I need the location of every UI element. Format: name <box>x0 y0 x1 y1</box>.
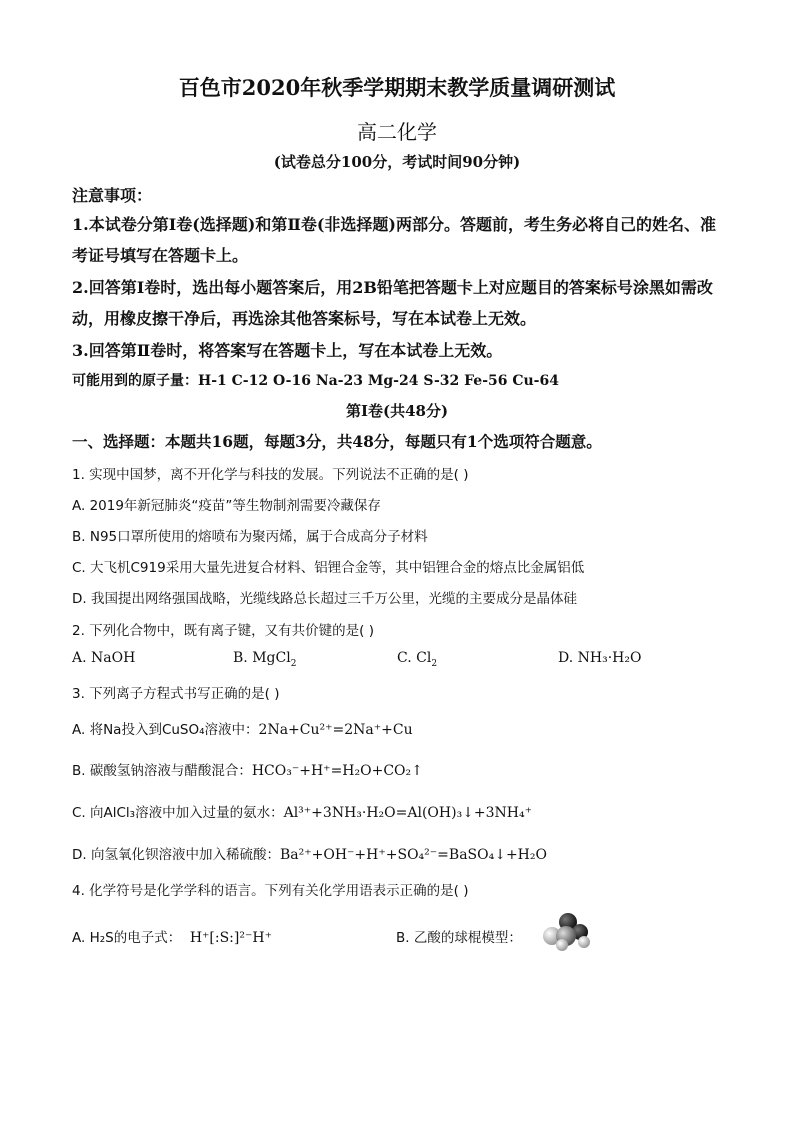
q3-option-b-equation: HCO₃⁻+H⁺=H₂O+CO₂↑ <box>251 763 423 779</box>
exam-title: 百色市2020年秋季学期期末教学质量调研测试 <box>178 75 616 100</box>
notice-p1a: 1.本试卷分第Ⅰ卷(选择题)和第Ⅱ卷(非选择题)两部分。答题前，考生务必将自己的姓名、准 <box>72 215 716 234</box>
q4-option-a: A. H₂S的电子式： H⁺[:S:]²⁻H⁺ <box>72 930 272 946</box>
notice-p2b: 动，用橡皮擦干净后，再选涂其他答案标号，写在本试卷上无效。 <box>72 309 537 328</box>
q2-stem: 2. 下列化合物中，既有离子键，又有共价键的是( ) <box>72 623 374 639</box>
atomic-masses: 可能用到的原子量：H-1 C-12 O-16 Na-23 Mg-24 S-32 Fe-56 Cu-64 <box>72 373 559 389</box>
q3-option-a-equation: 2Na+Cu²⁺=2Na⁺+Cu <box>258 722 413 738</box>
notice-p1b: 考证号填写在答题卡上。 <box>72 246 249 265</box>
notice-heading: 注意事项： <box>72 186 153 205</box>
q4-option-b: B. 乙酸的球棍模型： <box>396 930 522 946</box>
q2-option-b: B. MgCl$_2$ <box>233 650 297 669</box>
q1-stem: 1. 实现中国梦，离不开化学与科技的发展。下列说法不正确的是( ) <box>72 467 469 483</box>
notice-p2a: 2.回答第Ⅰ卷时，选出每小题答案后，用2B铅笔把答题卡上对应题目的答案标号涂黑如需改 <box>72 278 713 297</box>
section-title: 第Ⅰ卷(共48分) <box>345 402 449 420</box>
q3-option-d-equation: Ba²⁺+OH⁻+H⁺+SO₄²⁻=BaSO₄↓+H₂O <box>279 847 547 863</box>
q3-option-c-equation: Al³⁺+3NH₃·H₂O=Al(OH)₃↓+3NH₄⁺ <box>283 805 533 821</box>
notice-p3: 3.回答第Ⅱ卷时，将答案写在答题卡上，写在本试卷上无效。 <box>72 341 503 360</box>
subject-title: 高二化学 <box>357 120 437 144</box>
q3-option-c: C. 向AlCl₃溶液中加入过量的氨水：Al³⁺+3NH₃·H₂O=Al(OH)₃↓+3NH₄⁺ <box>72 805 533 821</box>
q1-option-c: C. 大飞机C919采用大量先进复合材料、铝锂合金等，其中铝锂合金的熔点比金属铝低 <box>72 560 585 576</box>
q2-option-c: C. $Cl_2$ <box>397 650 438 669</box>
exam-note: (试卷总分100分，考试时间90分钟) <box>273 153 521 171</box>
q3-stem: 3. 下列离子方程式书写正确的是( ) <box>72 686 280 702</box>
q1-option-a: A. 2019年新冠肺炎“疫苗”等生物制剂需要冷藏保存 <box>72 498 381 514</box>
h2s-electron-formula: H⁺[:S:]²⁻H⁺ <box>189 930 272 946</box>
q3-option-d: D. 向氢氧化钡溶液中加入稀硫酸：Ba²⁺+OH⁻+H⁺+SO₄²⁻=BaSO₄↓+H₂O <box>72 847 547 863</box>
section-instructions: 一、选择题：本题共16题，每题3分，共48分，每题只有1个选项符合题意。 <box>72 432 602 451</box>
q1-option-d: D. 我国提出网络强国战略，光缆线路总长超过三千万公里，光缆的主要成分是晶体硅 <box>72 591 577 607</box>
acetic-acid-ball-model-icon <box>540 912 592 952</box>
q3-option-a: A. 将Na投入到CuSO₄溶液中：2Na+Cu²⁺=2Na⁺+Cu <box>72 722 413 738</box>
q2-option-d: D. NH₃·H₂O <box>558 650 642 666</box>
q1-option-b: B. N95口罩所使用的熔喷布为聚丙烯，属于合成高分子材料 <box>72 529 428 545</box>
q3-option-b: B. 碳酸氢钠溶液与醋酸混合：HCO₃⁻+H⁺=H₂O+CO₂↑ <box>72 763 423 779</box>
q2-option-a: A. NaOH <box>72 650 136 666</box>
q4-stem: 4. 化学符号是化学学科的语言。下列有关化学用语表示正确的是( ) <box>72 883 469 899</box>
